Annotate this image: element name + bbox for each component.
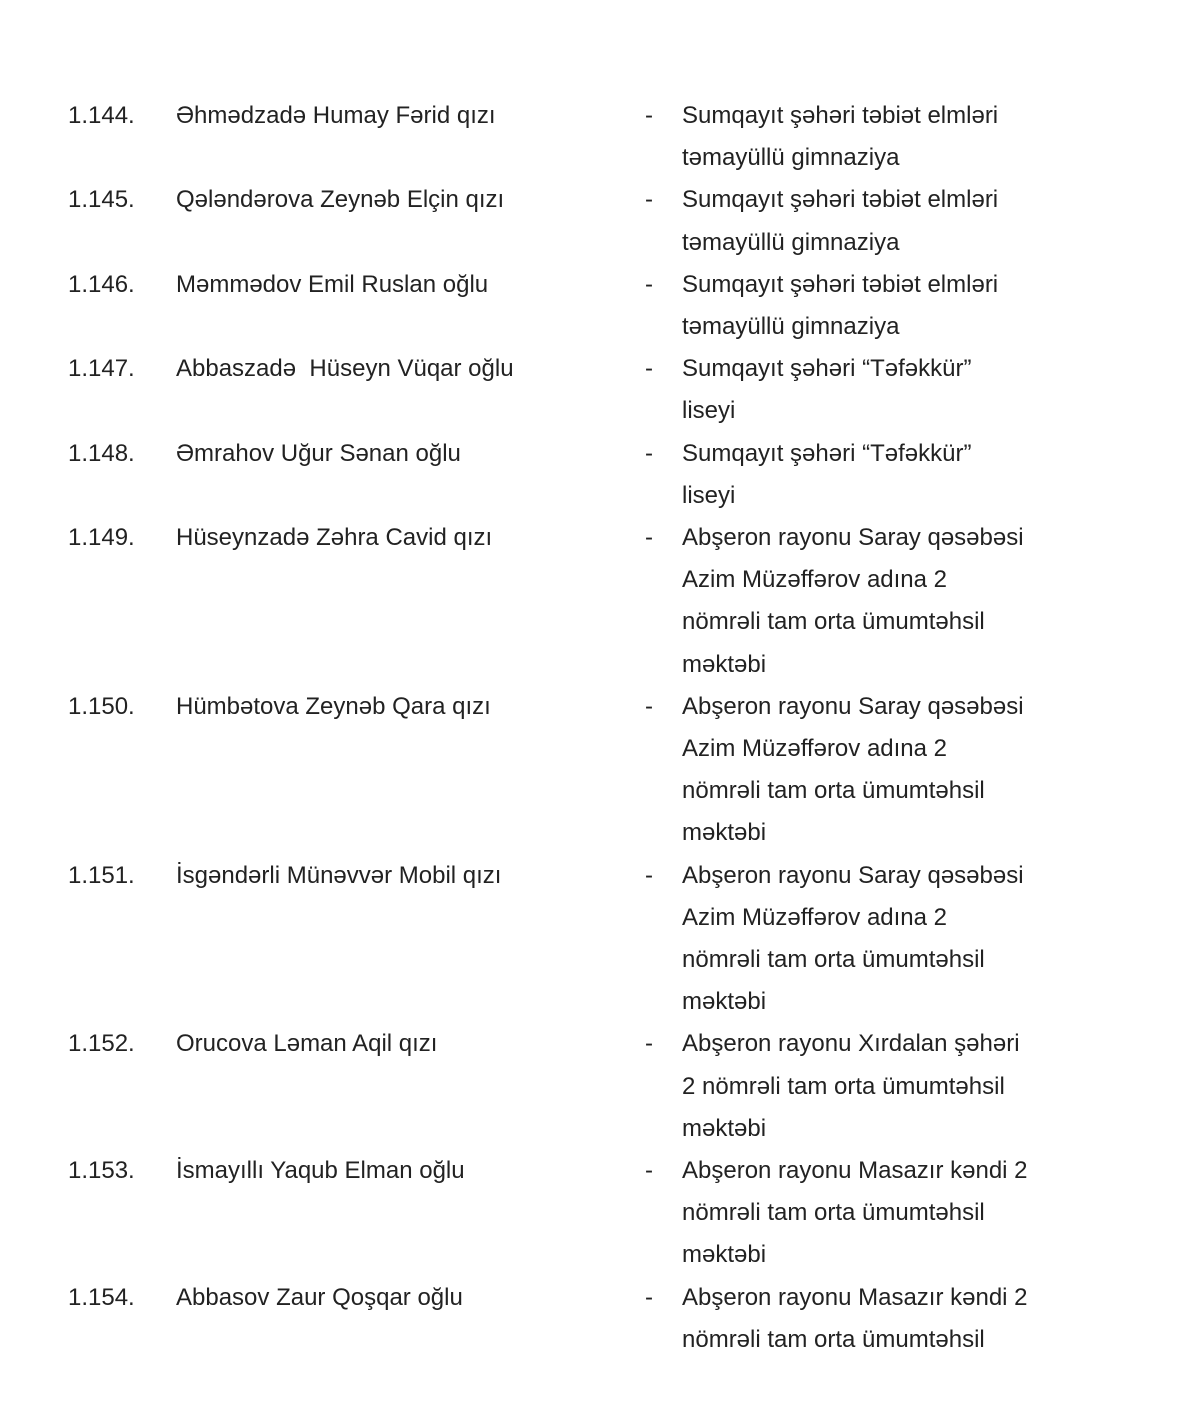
school-line: Abşeron rayonu Saray qəsəbəsi bbox=[682, 692, 1024, 720]
entry-name: Əmrahov Uğur Sənan oğlu bbox=[176, 439, 461, 467]
entry-name: Orucova Ləman Aqil qızı bbox=[176, 1030, 438, 1058]
entry-name: İsmayıllı Yaqub Elman oğlu bbox=[176, 1157, 465, 1185]
school-line: Sumqayıt şəhəri təbiət elmləri bbox=[682, 102, 999, 129]
school-line: Sumqayıt şəhəri təbiət elmləri bbox=[682, 186, 999, 214]
entry-name: Hüseynzadə Zəhra Cavid qızı bbox=[176, 524, 493, 552]
school-line: Abşeron rayonu Masazır kəndi 2 bbox=[682, 1157, 1028, 1185]
entry-number: 1.144. bbox=[68, 102, 135, 129]
entry-name: Qələndərova Zeynəb Elçin qızı bbox=[176, 186, 505, 214]
entry-number: 1.147. bbox=[68, 355, 135, 383]
entry-school bbox=[682, 95, 1062, 179]
list-item bbox=[0, 95, 1200, 179]
school-line: liseyi bbox=[682, 481, 736, 509]
school-line: məktəbi bbox=[682, 988, 767, 1016]
list-item bbox=[0, 855, 1200, 1024]
entry-dash: - bbox=[645, 1030, 653, 1058]
school-line: Abşeron rayonu Saray qəsəbəsi bbox=[682, 861, 1024, 889]
list-item bbox=[0, 179, 1200, 263]
entry-name: Abbaszadə Hüseyn Vüqar oğlu bbox=[176, 355, 514, 383]
entry-name: Məmmədov Emil Ruslan oğlu bbox=[176, 270, 489, 298]
school-line: nömrəli tam orta ümumtəhsil bbox=[682, 608, 985, 636]
school-line: məktəbi bbox=[682, 650, 767, 678]
entry-number: 1.148. bbox=[68, 439, 135, 467]
entry-number: 1.150. bbox=[68, 692, 135, 720]
school-line: Azim Müzəffərov adına 2 bbox=[682, 903, 948, 931]
list-item bbox=[0, 264, 1200, 348]
entry-dash: - bbox=[645, 186, 653, 214]
school-line: Abşeron rayonu Saray qəsəbəsi bbox=[682, 524, 1024, 552]
school-line: 2 nömrəli tam orta ümumtəhsil bbox=[682, 1072, 1005, 1100]
list-item bbox=[0, 1023, 1200, 1150]
school-line: nömrəli tam orta ümumtəhsil bbox=[682, 1199, 985, 1227]
school-line: məktəbi bbox=[682, 1114, 767, 1142]
school-line: təmayüllü gimnaziya bbox=[682, 144, 900, 172]
entry-dash: - bbox=[645, 439, 653, 467]
entry-number: 1.154. bbox=[68, 1283, 135, 1311]
list-item bbox=[0, 348, 1200, 432]
school-line: Abşeron rayonu Masazır kəndi 2 bbox=[682, 1283, 1028, 1311]
entry-list bbox=[0, 95, 1200, 1361]
entry-dash: - bbox=[645, 1283, 653, 1311]
entry-school bbox=[682, 517, 1062, 686]
entry-school bbox=[682, 433, 1062, 517]
entry-dash: - bbox=[645, 1157, 653, 1185]
entry-number: 1.153. bbox=[68, 1157, 135, 1185]
entry-number: 1.151. bbox=[68, 861, 135, 889]
entry-school bbox=[682, 348, 1062, 432]
entry-dash: - bbox=[645, 692, 653, 720]
list-item bbox=[0, 1277, 1200, 1361]
school-line: Azim Müzəffərov adına 2 bbox=[682, 566, 948, 594]
entry-name: İsgəndərli Münəvvər Mobil qızı bbox=[176, 861, 502, 889]
entry-dash: - bbox=[645, 861, 653, 889]
entry-dash: - bbox=[645, 102, 653, 129]
entry-school bbox=[682, 1277, 1062, 1361]
entry-school bbox=[682, 1150, 1062, 1277]
entry-school bbox=[682, 179, 1062, 263]
school-line: nömrəli tam orta ümumtəhsil bbox=[682, 777, 985, 805]
entry-school bbox=[682, 855, 1062, 1024]
entry-number: 1.146. bbox=[68, 270, 135, 298]
entry-name: Abbasov Zaur Qoşqar oğlu bbox=[176, 1283, 463, 1311]
list-item bbox=[0, 686, 1200, 855]
entry-number: 1.145. bbox=[68, 186, 135, 214]
entry-dash: - bbox=[645, 524, 653, 552]
school-line: Azim Müzəffərov adına 2 bbox=[682, 735, 948, 763]
school-line: məktəbi bbox=[682, 1241, 767, 1269]
entry-name: Əhmədzadə Humay Fərid qızı bbox=[176, 102, 496, 129]
entry-school bbox=[682, 1023, 1062, 1150]
school-line: nömrəli tam orta ümumtəhsil bbox=[682, 1325, 985, 1353]
entry-school bbox=[682, 686, 1062, 855]
list-item bbox=[0, 517, 1200, 686]
entry-name: Hümbətova Zeynəb Qara qızı bbox=[176, 692, 491, 720]
school-line: liseyi bbox=[682, 397, 736, 425]
school-line: məktəbi bbox=[682, 819, 767, 847]
entry-school bbox=[682, 264, 1062, 348]
document-page bbox=[0, 95, 1200, 1361]
school-line: Sumqayıt şəhəri “Təfəkkür” bbox=[682, 355, 972, 383]
school-line: Sumqayıt şəhəri “Təfəkkür” bbox=[682, 439, 972, 467]
school-line: təmayüllü gimnaziya bbox=[682, 228, 900, 256]
entry-number: 1.152. bbox=[68, 1030, 135, 1058]
school-line: təmayüllü gimnaziya bbox=[682, 313, 900, 341]
list-item bbox=[0, 1150, 1200, 1277]
entry-number: 1.149. bbox=[68, 524, 135, 552]
school-line: Sumqayıt şəhəri təbiət elmləri bbox=[682, 270, 999, 298]
school-line: Abşeron rayonu Xırdalan şəhəri bbox=[682, 1030, 1020, 1058]
entry-dash: - bbox=[645, 270, 653, 298]
entry-dash: - bbox=[645, 355, 653, 383]
list-item bbox=[0, 433, 1200, 517]
school-line: nömrəli tam orta ümumtəhsil bbox=[682, 946, 985, 974]
